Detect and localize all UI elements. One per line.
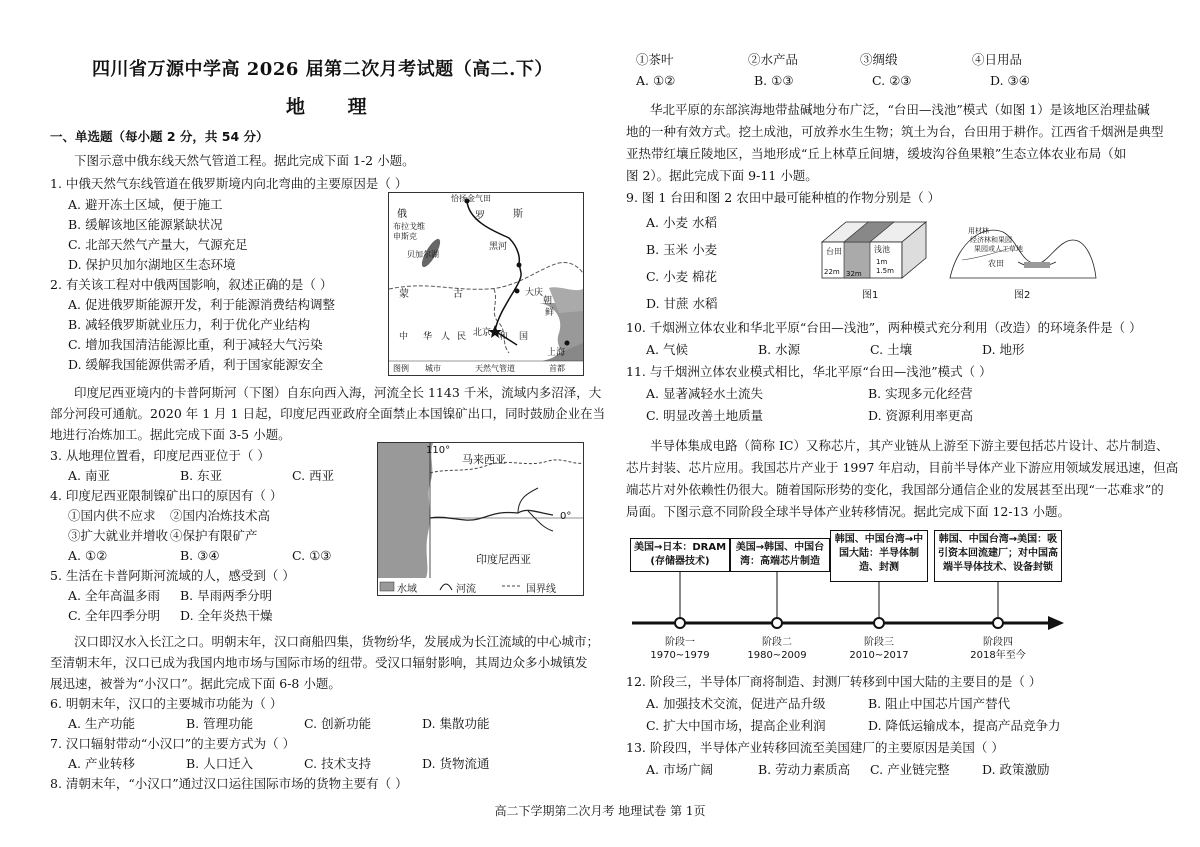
- stage-2-name: 阶段二: [762, 637, 792, 648]
- fig2-label-grassland: 果园或人工草地: [974, 245, 1023, 253]
- q9-option-b: B. 玉米 小麦: [646, 242, 718, 257]
- q8-item-1: ①茶叶: [636, 52, 674, 67]
- question-4: 4. 印度尼西亚限制镍矿出口的原因有（ ）: [50, 488, 283, 503]
- map2-legend-water: 水域: [397, 584, 417, 595]
- section-heading: 一、单选题（每小题 2 分，共 54 分）: [50, 129, 269, 144]
- q6-options: [68, 714, 540, 733]
- q8-item-3: ③绸缎: [860, 52, 898, 67]
- figure-1-caption: 图1: [862, 290, 879, 301]
- map1-label-min: 民: [457, 332, 467, 342]
- map1-legend-title: 图例: [393, 364, 409, 373]
- map1-label-he: 和: [499, 332, 509, 342]
- q12-option-b: B. 阻止中国芯片国产替代: [868, 696, 1011, 711]
- intro-5-line1: 半导体集成电路（简称 IC）又称芯片，其产业链从上游至下游主要包括芯片设计、芯片制造、: [650, 438, 1169, 453]
- q2-option-c: C. 增加我国清洁能源比重，利于减轻大气污染: [68, 337, 323, 352]
- q4-option-c: C. ①③: [292, 548, 332, 563]
- map1-label-gu: 古: [453, 289, 463, 300]
- intro-2-line2: 部分河段可通航。2020 年 1 月 1 日起，印度尼西亚政府全面禁止本国镍矿出口，同时鼓励企业在当: [50, 406, 606, 421]
- q10-option-b: B. 水源: [758, 342, 801, 357]
- semiconductor-timeline: [630, 528, 1070, 668]
- timeline-box-1-line1: 美国→日本：DRAM: [633, 542, 727, 553]
- stage-4-name: 阶段四: [983, 637, 1013, 648]
- q2-option-b: B. 减轻俄罗斯就业压力，利于优化产业结构: [68, 317, 311, 332]
- subject-title: 地 理: [286, 96, 385, 118]
- q13-option-a: A. 市场广阔: [646, 762, 713, 777]
- pipeline-map: [388, 192, 584, 376]
- map1-legend-capital: 首都: [549, 364, 565, 373]
- q4-option-a: A. ①②: [68, 548, 108, 563]
- q11-option-a: A. 显著减轻水土流失: [646, 386, 763, 401]
- q1-option-c: C. 北部天然气产量大，气源充足: [68, 237, 248, 252]
- map1-label-gasfield: 恰扬金气田: [451, 194, 491, 203]
- map2-indonesia-label: 印度尼西亚: [476, 553, 531, 566]
- q3-option-b: B. 东亚: [180, 468, 223, 483]
- intro-4-line4: 图 2）。据此完成下面 9-11 小题。: [626, 168, 818, 183]
- intro-3-line3: 展迅速，被誉为“小汉口”。据此完成下面 6-8 小题。: [50, 676, 341, 691]
- q12-option-d: D. 降低运输成本，提高产品竞争力: [868, 718, 1061, 733]
- q8-option-d: D. ③④: [990, 73, 1030, 88]
- intro-5-line3: 端芯片对外依赖性仍很大。随着国际形势的变化，我国部分通信企业的发展甚至出现“一芯难求”的: [626, 482, 1164, 497]
- intro-4-line2: 地的一种有效方式。挖土成池，可放养水生生物；筑土为台，台田用于耕作。江西省千烟洲是典型: [626, 124, 1164, 139]
- intro-4-line1: 华北平原的东部滨海地带盐碱地分布广泛，“台田—浅池”模式（如图 1）是该地区治理盐碱: [650, 102, 1150, 117]
- q4-item-4: ④保护有限矿产: [170, 528, 258, 543]
- fig1-label-1m: 1m: [876, 258, 888, 266]
- fig1-label-32m: 32m: [846, 270, 862, 278]
- intro-2-line3: 地进行冶炼加工。据此完成下面 3-5 小题。: [50, 427, 291, 442]
- intro-3-line2: 至清朝末年，汉口已成为我国内地市场与国际市场的纽带。受汉口辐射影响，其周边众多小城镇发: [50, 655, 588, 670]
- timeline-box-1-line2: (存储器技术): [650, 556, 710, 567]
- q9-option-a: A. 小麦 水稻: [646, 215, 717, 230]
- timeline-stage-4-label: [956, 636, 1040, 662]
- map1-legend-pipeline: 天然气管道: [475, 364, 515, 373]
- timeline-stage-1-box: [630, 538, 730, 572]
- q11-option-c: C. 明显改善土地质量: [646, 408, 764, 423]
- timeline-stage-3-label: [839, 636, 919, 662]
- page-footer: 高二下学期第二次月考 地理试卷 第 1页: [494, 804, 706, 818]
- kapuas-map: [377, 442, 584, 596]
- map1-label-shensk: 申斯克: [393, 232, 417, 241]
- map1-label-russia: 俄: [397, 209, 407, 220]
- map1-label-heihe: 黑河: [489, 242, 508, 252]
- fig1-label-22m: 22m: [824, 268, 840, 276]
- map2-legend-border: 国界线: [526, 584, 556, 595]
- q4-item-3: ③扩大就业并增收: [68, 528, 169, 543]
- fig2-label-orchard: 经济林和果园: [970, 236, 1012, 244]
- map1-label-zhong: 中: [399, 332, 409, 342]
- figure-1-terrace: [816, 212, 936, 300]
- q4-option-b: B. ③④: [180, 548, 220, 563]
- fig1-label-1-5m: 1.5m: [876, 267, 894, 275]
- q8-items: [636, 50, 1084, 69]
- question-3: 3. 从地理位置看，印度尼西亚位于（ ）: [50, 448, 270, 463]
- q1-option-a: A. 避开冻土区域，便于施工: [68, 197, 223, 212]
- map1-label-shanghai: 上海: [547, 348, 566, 358]
- fig2-label-timber: 用材林: [968, 227, 989, 235]
- intro-5-line4: 局面。下图示意不同阶段全球半导体产业转移情况。据此完成下面 12-13 小题。: [626, 504, 1070, 519]
- map1-label-guo: 国: [519, 332, 529, 342]
- q11-option-b: B. 实现多元化经营: [868, 386, 973, 401]
- question-5: 5. 生活在卡普阿斯河流域的人，感受到（ ）: [50, 568, 295, 583]
- map1-label-si: 斯: [513, 209, 523, 220]
- intro-2-line1: 印度尼西亚境内的卡普阿斯河（下图）自东向西入海，河流全长 1143 千米，流域内多沼泽，大: [74, 385, 602, 400]
- q5-option-a: A. 全年高温多雨: [68, 588, 160, 603]
- map1-legend-city: 城市: [425, 364, 441, 373]
- fig1-label-pond: 浅池: [874, 245, 890, 254]
- exam-title: 四川省万源中学高 2026 届第二次月考试题（高二.下）: [92, 59, 553, 80]
- q13-options: [646, 760, 1050, 779]
- q6-option-d: D. 集散功能: [422, 716, 490, 731]
- q8-item-2: ②水产品: [748, 52, 799, 67]
- timeline-box-2-line1: 美国→韩国、中国台: [735, 542, 825, 553]
- map1-label-chao: 朝: [543, 296, 553, 306]
- map1-label-meng: 蒙: [399, 289, 409, 300]
- intro-4-line3: 亚热带红壤丘陵地区，当地形成“丘上林草丘间塘，缓坡沟谷鱼果粮”生态立体农业布局（如: [626, 146, 1127, 161]
- q1-option-b: B. 缓解该地区能源紧缺状况: [68, 217, 223, 232]
- q12-option-c: C. 扩大中国市场，提高企业利润: [646, 718, 826, 733]
- q6-option-c: C. 创新功能: [304, 716, 372, 731]
- q3-option-a: A. 南亚: [68, 468, 110, 483]
- timeline-box-3-line3: 造、封测: [859, 562, 899, 573]
- stage-2-years: 1980~2009: [747, 650, 807, 661]
- map2-malaysia-label: 马来西亚: [462, 453, 506, 466]
- q9-option-d: D. 甘蔗 水稻: [646, 296, 718, 311]
- q13-option-d: D. 政策激励: [982, 762, 1050, 777]
- map1-label-ren: 人: [441, 332, 451, 342]
- question-2: 2. 有关该工程对中俄两国影响，叙述正确的是（ ）: [50, 277, 333, 292]
- q8-item-4: ④日用品: [972, 52, 1023, 67]
- q7-options: [68, 754, 540, 773]
- map1-label-baikal: 贝加尔湖: [407, 250, 439, 259]
- q11-option-d: D. 资源利用率更高: [868, 408, 974, 423]
- stage-4-years: 2018年至今: [970, 650, 1026, 661]
- stage-1-years: 1970~1979: [650, 650, 710, 661]
- q8-option-c: C. ②③: [872, 73, 912, 88]
- q7-option-d: D. 货物流通: [422, 756, 490, 771]
- timeline-stage-2-label: [737, 636, 817, 662]
- q2-option-d: D. 缓解我国能源供需矛盾，利于国家能源安全: [68, 357, 324, 372]
- question-10: 10. 千烟洲立体农业和华北平原“台田—浅池”，两种模式充分利用（改造）的环境条件是（ ）: [626, 320, 1142, 335]
- map2-equator-label: 0°: [560, 511, 572, 522]
- timeline-box-3-line1: 韩国、中国台湾→中: [834, 534, 924, 545]
- q13-option-c: C. 产业链完整: [870, 762, 950, 777]
- intro-5-line2: 芯片封装、芯片应用。我国芯片产业于 1997 年启动，目前半导体产业下游应用领域发展迅速，但高: [626, 460, 1179, 475]
- q13-option-b: B. 劳动力素质高: [758, 762, 851, 777]
- timeline-box-4-line1: 韩国、中国台湾→美国：吸: [938, 534, 1058, 545]
- q5-option-c: C. 全年四季分明: [68, 608, 161, 623]
- map1-label-blagovi: 布拉戈维: [393, 222, 425, 231]
- map1-label-hua: 华: [423, 332, 433, 342]
- q7-option-a: A. 产业转移: [68, 756, 135, 771]
- q6-option-b: B. 管理功能: [186, 716, 254, 731]
- map2-lon-label: 110°: [426, 445, 451, 456]
- q8-option-b: B. ①③: [754, 73, 794, 88]
- q3-option-c: C. 西亚: [292, 468, 335, 483]
- timeline-box-4-line2: 引资本回流建厂；对中国高: [938, 548, 1058, 559]
- timeline-stage-4-box: [934, 530, 1062, 582]
- timeline-box-3-line2: 国大陆：半导体制: [839, 548, 919, 559]
- stage-3-years: 2010~2017: [849, 650, 909, 661]
- timeline-box-4-line3: 端半导体技术、设备封锁: [943, 562, 1053, 573]
- q5-option-d: D. 全年炎热干燥: [180, 608, 273, 623]
- q12-option-a: A. 加强技术交流，促进产品升级: [646, 696, 826, 711]
- q8-answers: [636, 71, 1030, 90]
- question-6: 6. 明朝末年，汉口的主要城市功能为（ ）: [50, 696, 283, 711]
- fig1-label-terrace: 台田: [826, 247, 842, 256]
- q7-option-c: C. 技术支持: [304, 756, 372, 771]
- q4-item-2: ②国内冶炼技术高: [170, 508, 271, 523]
- figure-2-hills: [948, 212, 1098, 300]
- figure-2-caption: 图2: [1014, 290, 1031, 301]
- q2-option-a: A. 促进俄罗斯能源开发，利于能源消费结构调整: [68, 297, 335, 312]
- q8-option-a: A. ①②: [636, 73, 676, 88]
- stage-1-name: 阶段一: [665, 637, 695, 648]
- timeline-stage-2-box: [730, 538, 830, 572]
- map2-legend-river: 河流: [456, 584, 476, 595]
- map1-label-ro: 罗: [475, 211, 485, 222]
- timeline-box-2-line2: 湾：高端芯片制造: [740, 556, 820, 567]
- stage-3-name: 阶段三: [864, 637, 894, 648]
- q10-option-d: D. 地形: [982, 342, 1025, 357]
- q5-option-b: B. 旱雨两季分明: [180, 588, 273, 603]
- q1-option-d: D. 保护贝加尔湖地区生态环境: [68, 257, 236, 272]
- question-9: 9. 图 1 台田和图 2 农田中最可能种植的作物分别是（ ）: [626, 190, 941, 205]
- map1-label-daqing: 大庆: [525, 288, 544, 298]
- question-12: 12. 阶段三，半导体厂商将制造、封测厂转移到中国大陆的主要目的是（ ）: [626, 674, 1042, 689]
- q10-options: [646, 340, 1025, 359]
- intro-1: 下图示意中俄东线天然气管道工程。据此完成下面 1-2 小题。: [74, 153, 415, 168]
- question-8: 8. 清朝末年，“小汉口”通过汉口运往国际市场的货物主要有（ ）: [50, 776, 408, 791]
- timeline-stage-3-box: [830, 530, 928, 582]
- q7-option-b: B. 人口迁入: [186, 756, 254, 771]
- question-7: 7. 汉口辐射带动“小汉口”的主要方式为（ ）: [50, 736, 296, 751]
- question-11: 11. 与千烟洲立体农业模式相比，华北平原“台田—浅池”模式（ ）: [626, 364, 992, 379]
- q10-option-c: C. 土壤: [870, 342, 913, 357]
- intro-3-line1: 汉口即汉水入长江之口。明朝末年，汉口商船四集，货物纷华，发展成为长江流域的中心城市；: [74, 634, 600, 649]
- q6-option-a: A. 生产功能: [68, 716, 135, 731]
- map1-label-beijing: 北京: [473, 328, 492, 338]
- question-13: 13. 阶段四，半导体产业转移回流至美国建厂的主要原因是美国（ ）: [626, 740, 1004, 755]
- q4-item-1: ①国内供不应求: [68, 508, 156, 523]
- map1-label-xian: 鲜: [545, 308, 555, 318]
- fig2-label-farmland: 农田: [988, 259, 1004, 268]
- q10-option-a: A. 气候: [646, 342, 688, 357]
- timeline-stage-1-label: [640, 636, 720, 662]
- q9-option-c: C. 小麦 棉花: [646, 269, 718, 284]
- question-1: 1. 中俄天然气东线管道在俄罗斯境内向北弯曲的主要原因是（ ）: [50, 176, 408, 191]
